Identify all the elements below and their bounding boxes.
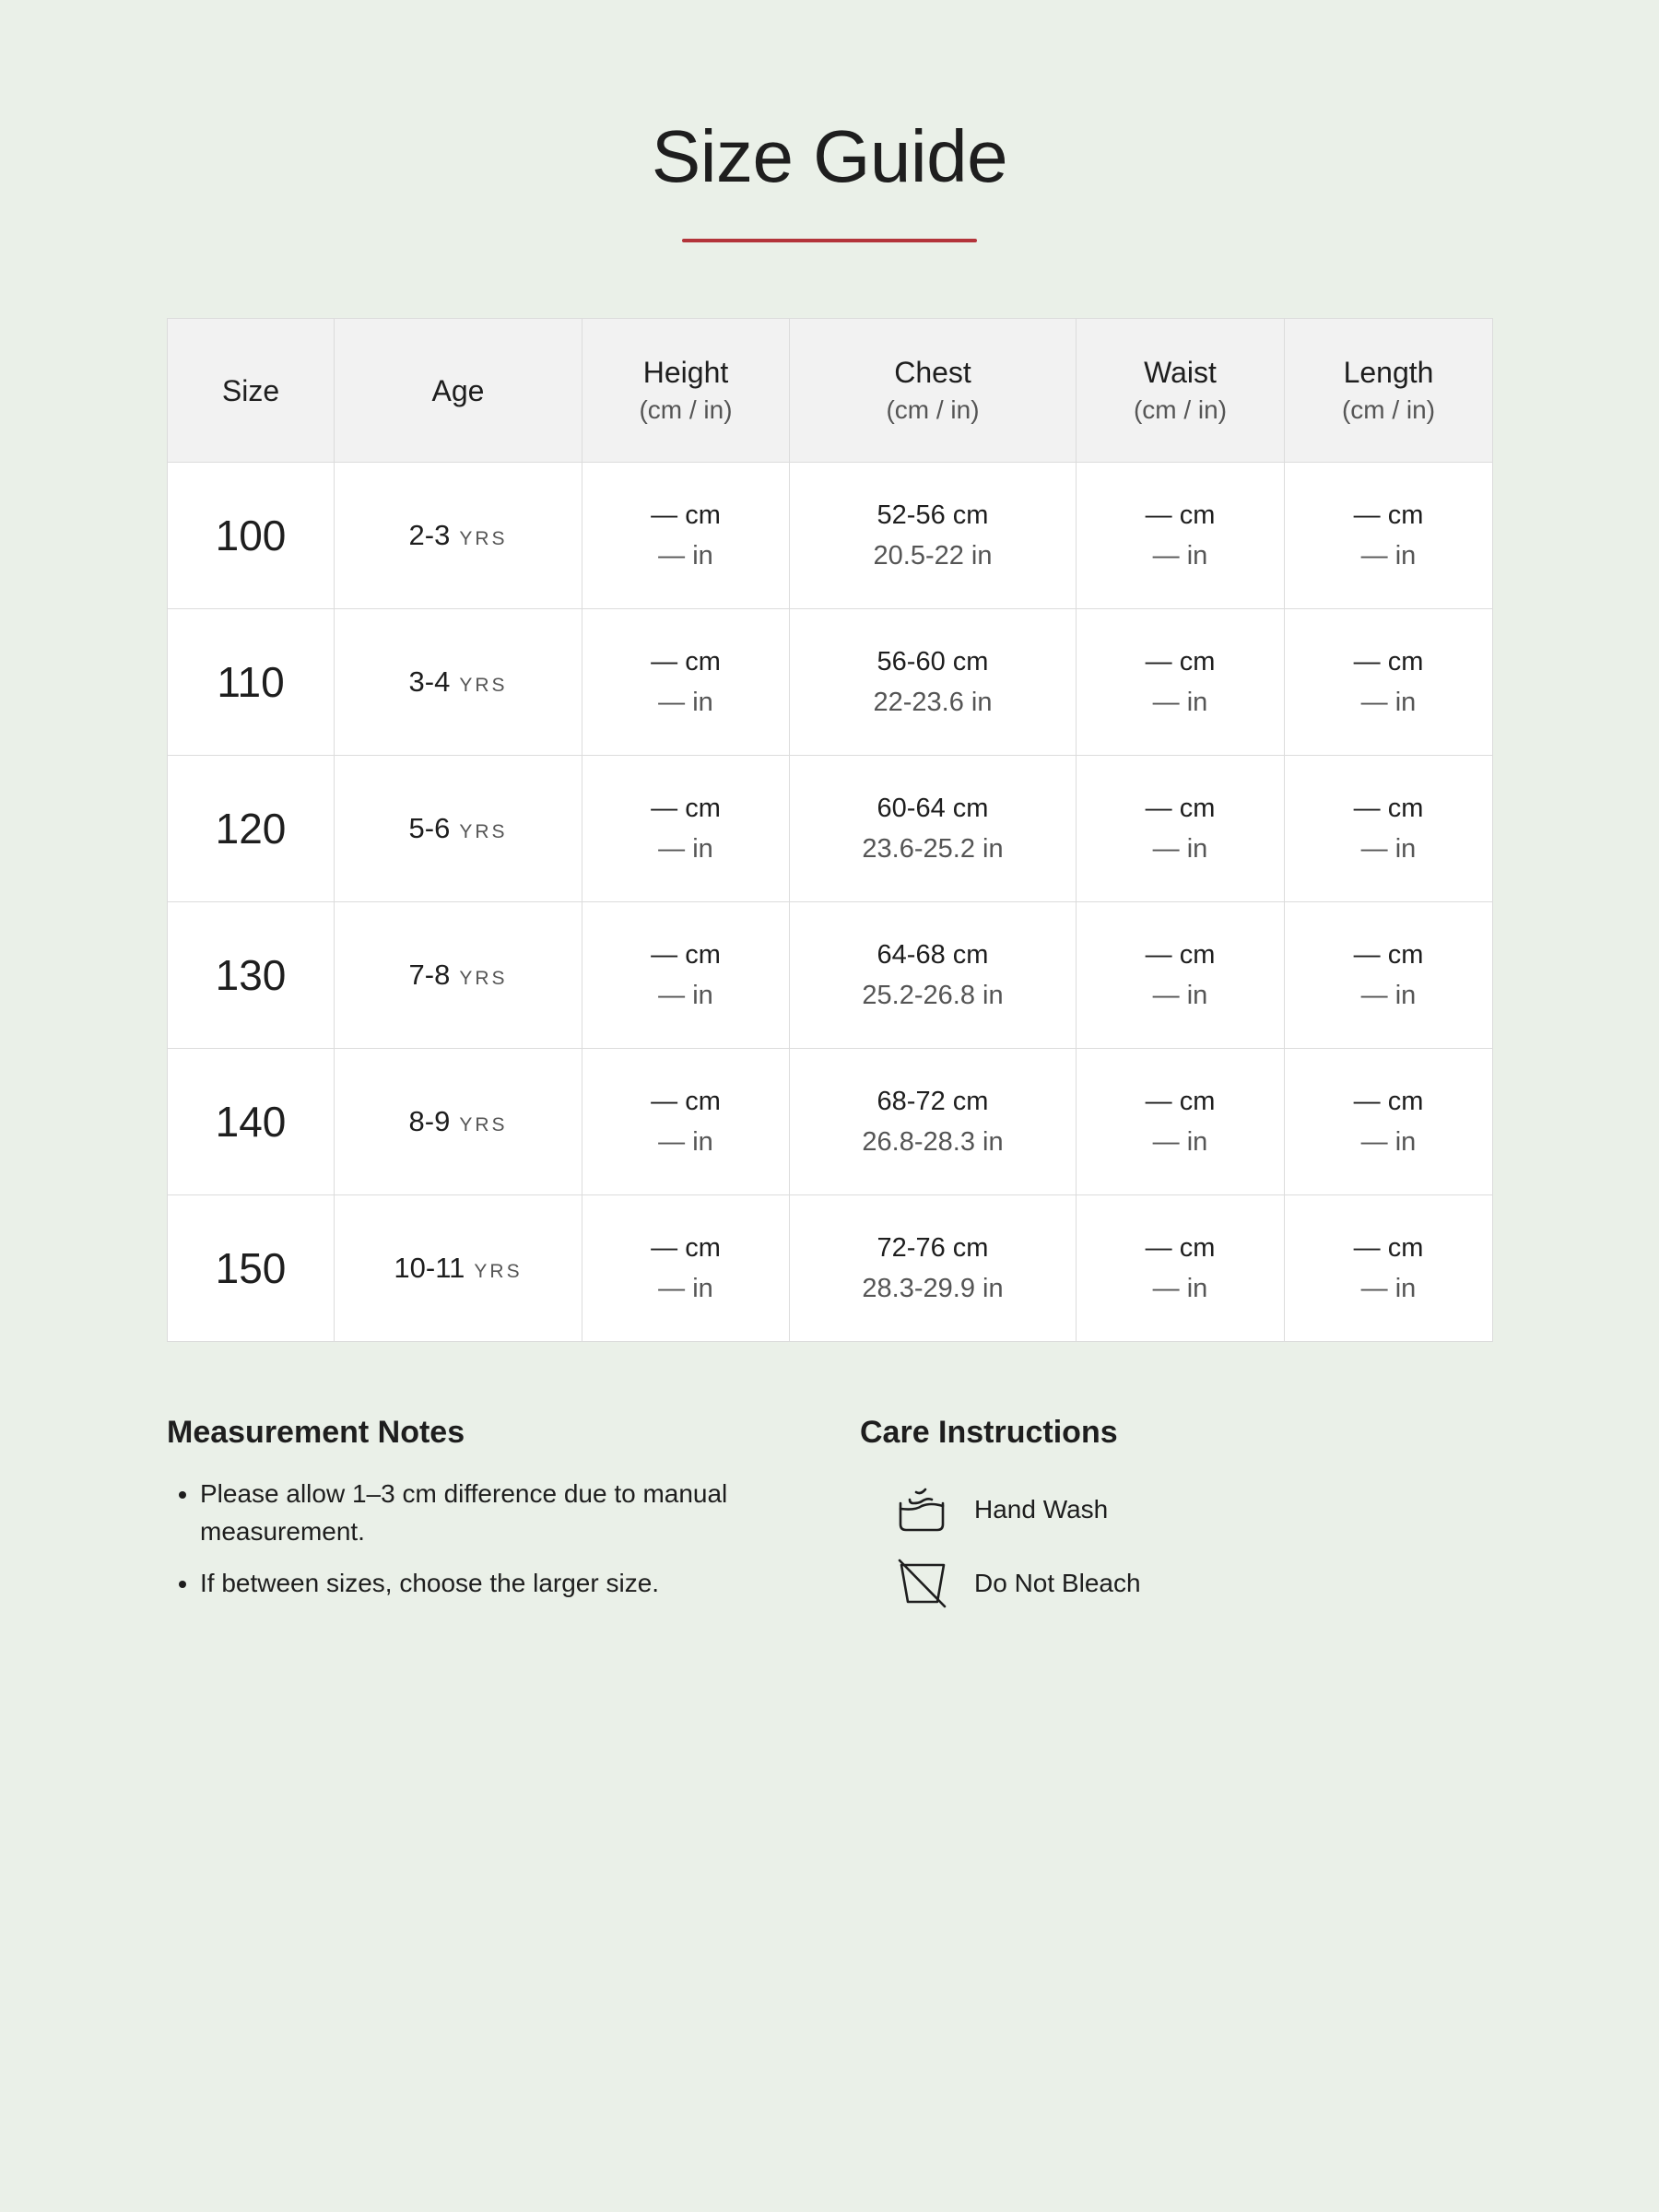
age-cell xyxy=(335,609,582,756)
waist-in: — in xyxy=(1152,981,1208,1010)
header-chest xyxy=(790,319,1077,463)
height-in: — in xyxy=(658,981,713,1010)
care-title: Care Instructions xyxy=(860,1415,1118,1450)
length-cm: — cm xyxy=(1353,500,1424,530)
height-cell xyxy=(582,463,790,609)
header-waist-unit: (cm / in) xyxy=(1133,394,1228,424)
waist-in: — in xyxy=(1152,1127,1208,1157)
header-age-label: Age xyxy=(431,373,485,407)
table-row xyxy=(168,902,1493,1049)
chest-cell xyxy=(790,1195,1077,1342)
age-value: 10-11 xyxy=(394,1252,465,1284)
age-unit: YRS xyxy=(459,1114,508,1135)
waist-cm: — cm xyxy=(1145,647,1216,677)
table-row xyxy=(168,756,1493,902)
length-cm: — cm xyxy=(1353,794,1424,823)
chest-cell xyxy=(790,902,1077,1049)
length-cell xyxy=(1285,1195,1493,1342)
list-item: • Please allow 1–3 cm difference due to manual measurement. xyxy=(200,1475,812,1550)
length-cell xyxy=(1285,756,1493,902)
waist-in: — in xyxy=(1152,834,1208,864)
header-length-unit: (cm / in) xyxy=(1341,394,1436,424)
age-value: 3-4 xyxy=(408,665,451,698)
chest-in: 20.5-22 in xyxy=(873,541,993,571)
care-label: Hand Wash xyxy=(974,1495,1109,1524)
height-in: — in xyxy=(658,1274,713,1303)
size-value: 120 xyxy=(215,805,287,853)
header-height-unit: (cm / in) xyxy=(639,394,733,424)
size-cell xyxy=(168,609,335,756)
height-cell xyxy=(582,756,790,902)
height-in: — in xyxy=(658,1127,713,1157)
page-title: Size Guide xyxy=(651,115,1008,197)
height-cm: — cm xyxy=(651,647,721,677)
care-instructions xyxy=(860,1410,1505,1613)
chest-cm: 52-56 cm xyxy=(877,500,989,530)
chest-cm: 72-76 cm xyxy=(877,1233,989,1263)
chest-in: 23.6-25.2 in xyxy=(862,834,1004,864)
height-in: — in xyxy=(658,541,713,571)
length-cm: — cm xyxy=(1353,1087,1424,1116)
size-value: 130 xyxy=(215,951,287,999)
table-row xyxy=(168,1049,1493,1195)
table-row xyxy=(168,1195,1493,1342)
size-cell xyxy=(168,902,335,1049)
waist-cell xyxy=(1077,1049,1285,1195)
table-row xyxy=(168,609,1493,756)
waist-cell xyxy=(1077,463,1285,609)
size-table xyxy=(167,318,1493,1342)
size-value: 100 xyxy=(215,512,287,559)
header-size-label: Size xyxy=(221,373,280,407)
header-height xyxy=(582,319,790,463)
title-underline xyxy=(682,239,977,242)
notes-list xyxy=(167,1475,812,1602)
age-cell xyxy=(335,463,582,609)
size-cell xyxy=(168,756,335,902)
age-unit: YRS xyxy=(459,821,508,842)
height-cell xyxy=(582,902,790,1049)
chest-in: 26.8-28.3 in xyxy=(862,1127,1004,1157)
waist-cell xyxy=(1077,609,1285,756)
waist-cell xyxy=(1077,902,1285,1049)
waist-in: — in xyxy=(1152,1274,1208,1303)
chest-cell xyxy=(790,1049,1077,1195)
height-in: — in xyxy=(658,688,713,717)
header-size xyxy=(168,319,335,463)
waist-cell xyxy=(1077,1195,1285,1342)
waist-cm: — cm xyxy=(1145,1233,1216,1263)
height-cell xyxy=(582,1195,790,1342)
age-unit: YRS xyxy=(474,1261,523,1282)
measurement-notes xyxy=(167,1410,812,1616)
header-height-label: Height xyxy=(642,355,729,389)
length-in: — in xyxy=(1360,541,1417,571)
table-header-row xyxy=(168,319,1493,463)
age-value: 8-9 xyxy=(408,1105,451,1137)
height-cm: — cm xyxy=(651,794,721,823)
header-length-label: Length xyxy=(1343,355,1434,389)
care-label: Do Not Bleach xyxy=(974,1569,1141,1597)
height-cell xyxy=(582,1049,790,1195)
chest-cm: 68-72 cm xyxy=(877,1087,989,1116)
chest-cell xyxy=(790,463,1077,609)
chest-in: 28.3-29.9 in xyxy=(862,1274,1004,1303)
header-waist-label: Waist xyxy=(1144,355,1217,389)
age-value: 7-8 xyxy=(408,959,451,991)
length-cm: — cm xyxy=(1353,647,1424,677)
header-chest-unit: (cm / in) xyxy=(886,394,980,424)
hand-wash-icon xyxy=(897,1484,948,1535)
chest-cell xyxy=(790,609,1077,756)
length-in: — in xyxy=(1360,981,1417,1010)
size-value: 140 xyxy=(215,1098,287,1146)
list-item: • If between sizes, choose the larger size. xyxy=(200,1564,812,1602)
length-cell xyxy=(1285,463,1493,609)
age-cell xyxy=(335,756,582,902)
size-cell xyxy=(168,1195,335,1342)
length-in: — in xyxy=(1360,688,1417,717)
height-cm: — cm xyxy=(651,940,721,970)
care-item-do-not-bleach xyxy=(860,1554,1505,1613)
size-value: 150 xyxy=(215,1244,287,1292)
waist-cm: — cm xyxy=(1145,794,1216,823)
header-length xyxy=(1285,319,1493,463)
age-cell xyxy=(335,1049,582,1195)
length-cell xyxy=(1285,902,1493,1049)
do-not-bleach-icon xyxy=(897,1558,948,1609)
waist-cm: — cm xyxy=(1145,1087,1216,1116)
length-cell xyxy=(1285,1049,1493,1195)
age-unit: YRS xyxy=(459,968,508,989)
waist-in: — in xyxy=(1152,688,1208,717)
header-waist xyxy=(1077,319,1285,463)
table-row xyxy=(168,463,1493,609)
length-in: — in xyxy=(1360,1274,1417,1303)
size-cell xyxy=(168,463,335,609)
length-cm: — cm xyxy=(1353,940,1424,970)
size-cell xyxy=(168,1049,335,1195)
length-cell xyxy=(1285,609,1493,756)
age-cell xyxy=(335,1195,582,1342)
length-in: — in xyxy=(1360,1127,1417,1157)
length-cm: — cm xyxy=(1353,1233,1424,1263)
chest-in: 22-23.6 in xyxy=(873,688,993,717)
height-cm: — cm xyxy=(651,1233,721,1263)
chest-cm: 60-64 cm xyxy=(877,794,989,823)
chest-cm: 56-60 cm xyxy=(877,647,989,677)
waist-cm: — cm xyxy=(1145,940,1216,970)
notes-title: Measurement Notes xyxy=(167,1415,465,1450)
age-cell xyxy=(335,902,582,1049)
age-unit: YRS xyxy=(459,528,508,549)
height-cell xyxy=(582,609,790,756)
height-in: — in xyxy=(658,834,713,864)
waist-cm: — cm xyxy=(1145,500,1216,530)
age-value: 5-6 xyxy=(408,812,451,844)
length-in: — in xyxy=(1360,834,1417,864)
size-value: 110 xyxy=(217,658,285,706)
waist-cell xyxy=(1077,756,1285,902)
chest-cm: 64-68 cm xyxy=(877,940,989,970)
header-age xyxy=(335,319,582,463)
age-unit: YRS xyxy=(459,675,508,696)
header-chest-label: Chest xyxy=(894,355,971,389)
chest-cell xyxy=(790,756,1077,902)
height-cm: — cm xyxy=(651,500,721,530)
chest-in: 25.2-26.8 in xyxy=(862,981,1004,1010)
waist-in: — in xyxy=(1152,541,1208,571)
height-cm: — cm xyxy=(651,1087,721,1116)
care-item-hand-wash xyxy=(860,1480,1505,1539)
age-value: 2-3 xyxy=(408,519,451,551)
